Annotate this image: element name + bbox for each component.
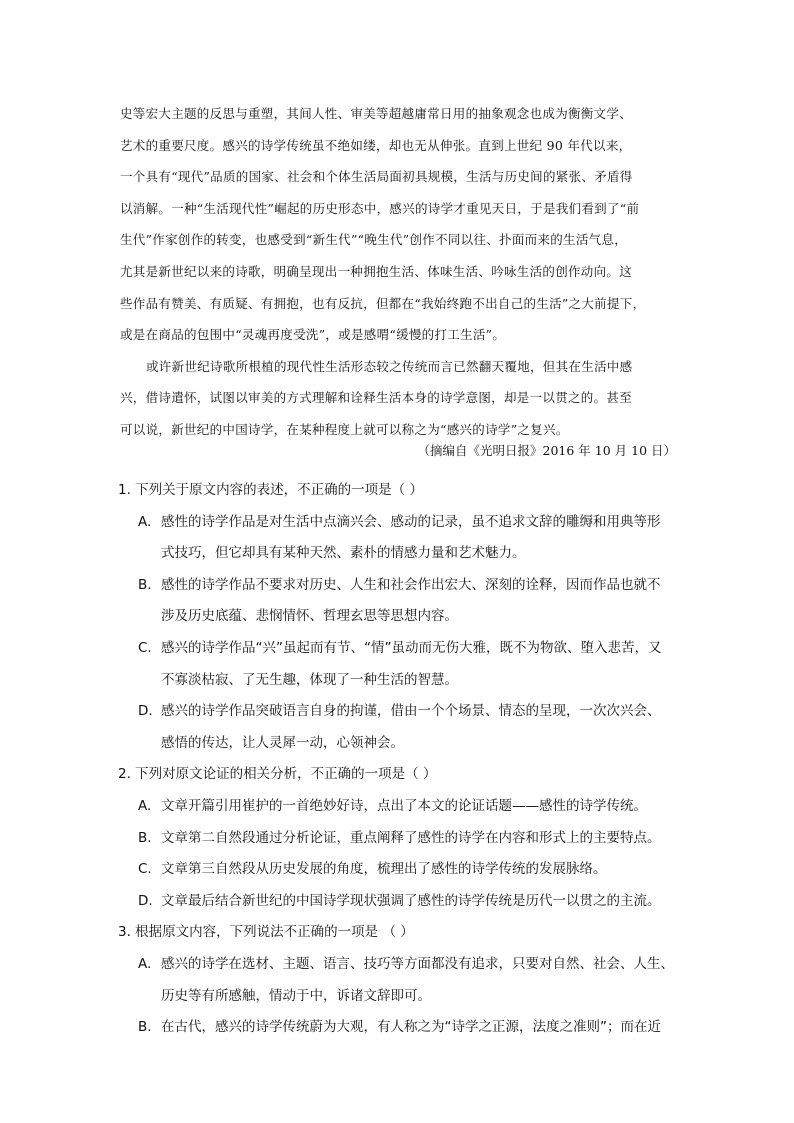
option-letter: B. <box>138 1019 152 1036</box>
option-text-cont: 不寡淡枯寂、了无生趣，体现了一种生活的智慧。 <box>161 671 458 688</box>
passage-line: 一个具有“现代”品质的国家、社会和个体生活局面初具规模，生活与历史间的紧张、矛盾得 <box>120 169 633 185</box>
option-text-cont: 历史等有所感触，情动于中，诉诸文辞即可。 <box>161 987 431 1004</box>
passage-line: 生代”作家创作的转变，也感受到“新生代”“晚生代”创作不同以往、扑面而来的生活气息， <box>120 232 628 248</box>
option-letter: C. <box>138 639 152 656</box>
option-letter: D. <box>138 703 153 720</box>
option-text: 感兴的诗学作品突破语言自身的拘谨，借由一个个场景、情态的呈现，一次次兴会、 <box>161 703 661 720</box>
option-b[interactable] <box>118 1012 688 1044</box>
passage-line: 尤其是新世纪以来的诗歌，明确呈现出一种拥抱生活、体味生活、吟咏生活的创作动向。这 <box>120 263 633 279</box>
option-text: 感兴的诗学在选材、主题、语言、技巧等方面都没有追求，只要对自然、社会、人生、 <box>161 955 674 972</box>
passage-line: 史等宏大主题的反思与重塑，其间人性、审美等超越庸常日用的抽象观念也成为衡衡文学、 <box>120 106 633 121</box>
passage-line: 可以说，新世纪的中国诗学，在某种程度上就可以称之为“感兴的诗学”之复兴。 <box>120 421 569 437</box>
option-text: 文章最后结合新世纪的中国诗学现状强调了感性的诗学传统是历代一以贯之的主流。 <box>161 892 661 909</box>
option-letter: B. <box>138 829 152 846</box>
option-letter: A. <box>138 513 152 530</box>
option-text: 文章开篇引用崔护的一首绝妙好诗，点出了本文的论证话题——感性的诗学传统。 <box>161 797 647 814</box>
source-citation: （摘编自《光明日报》2016 年 10 月 10 日） <box>417 443 676 458</box>
passage-line: 兴，借诗遣怀，试图以审美的方式理解和诠释生活本身的诗学意图，却是一以贯之的。甚至 <box>120 390 633 406</box>
passage-line: 或许新世纪诗歌所根植的现代性生活形态较之传统而言已然翻天覆地，但其在生活中感 <box>146 358 633 374</box>
passage-line: 艺术的重要尺度。感兴的诗学传统虽不绝如缕，却也无从伸张。直到上世纪 90 年代以来， <box>120 137 632 153</box>
option-text: 感性的诗学作品不要求对历史、人生和社会作出宏大、深刻的诠释，因而作品也就不 <box>161 576 661 593</box>
option-text: 感兴的诗学作品“兴”虽起而有节、“情”虽动而无伤大雅，既不为物欲、堕入悲苦，又 <box>161 639 662 656</box>
option-letter: B. <box>138 576 152 593</box>
option-text-cont: 涉及历史底蕴、悲悯情怀、哲理玄思等思想内容。 <box>161 608 458 625</box>
option-letter: C. <box>138 861 152 878</box>
option-a[interactable] <box>118 949 688 981</box>
option-d[interactable] <box>118 696 688 728</box>
option-letter: A. <box>138 797 152 814</box>
option-a[interactable] <box>118 791 688 823</box>
option-letter: A. <box>138 955 152 972</box>
question-stem: 3. 根据原文内容，下列说法不正确的一项是 （ ） <box>118 924 414 941</box>
reading-passage <box>120 98 680 446</box>
question-stem: 1. 下列关于原文内容的表述，不正确的一项是（ ） <box>118 482 423 498</box>
option-text: 在古代，感兴的诗学传统蔚为大观，有人称之为“诗学之正源，法度之准则”；而在近 <box>161 1019 661 1036</box>
option-text: 文章第二自然段通过分析论证，重点阐释了感性的诗学在内容和形式上的主要特点。 <box>161 829 661 846</box>
passage-line: 些作品有赞美、有质疑、有拥抱，也有反抗，但都在“我始终跑不出自己的生活”之大前提下， <box>120 295 646 311</box>
option-letter: D. <box>138 892 153 909</box>
option-b[interactable] <box>118 570 688 602</box>
option-b[interactable] <box>118 823 688 855</box>
option-text-cont: 感悟的传达，让人灵犀一动，心领神会。 <box>161 734 404 751</box>
option-text: 文章第三自然段从历史发展的角度，梳理出了感性的诗学传统的发展脉络。 <box>161 861 607 878</box>
passage-line: 以消解。一种“生活现代性”崛起的历史形态中，感兴的诗学才重见天日，于是我们看到了“前 <box>120 200 640 216</box>
option-a[interactable] <box>118 507 688 539</box>
option-c[interactable] <box>118 854 688 886</box>
option-text-cont: 式技巧，但它却具有某种天然、素朴的情感力量和艺术魅力。 <box>161 545 526 562</box>
option-d[interactable] <box>118 886 688 918</box>
option-text: 感性的诗学作品是对生活中点滴兴会、感动的记录，虽不追求文辞的雕缛和用典等形 <box>161 513 661 530</box>
passage-line: 或是在商品的包围中“灵魂再度受洗”，或是感喟“缓慢的打工生活”。 <box>120 327 506 343</box>
question-stem: 2. 下列对原文论证的相关分析，不正确的一项是（ ） <box>118 766 437 783</box>
option-c[interactable] <box>118 633 688 665</box>
questions-section <box>118 475 688 1044</box>
